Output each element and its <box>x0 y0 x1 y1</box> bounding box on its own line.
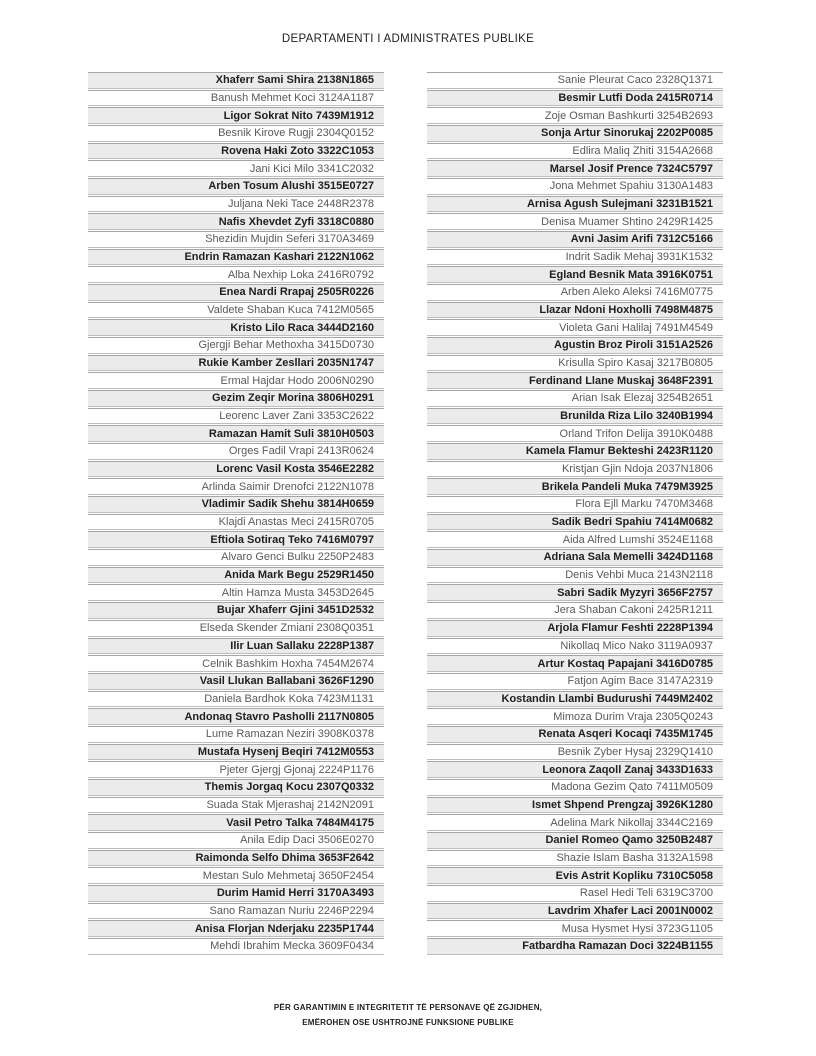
table-row <box>88 337 384 354</box>
row-text: Celnik Bashkim Hoxha 7454M2674 <box>202 657 374 670</box>
row-text: Jona Mehmet Spahiu 3130A1483 <box>549 180 713 193</box>
row-text: Arben Aleko Aleksi 7416M0775 <box>560 286 713 299</box>
table-row <box>427 319 723 336</box>
row-text: Pjeter Gjergj Gjonaj 2224P1176 <box>219 763 374 776</box>
row-text: Banush Mehmet Koci 3124A1187 <box>210 92 374 104</box>
table-row <box>88 196 384 213</box>
table-row <box>427 638 723 655</box>
row-text: Klajdi Anastas Meci 2415R0705 <box>218 516 374 529</box>
table-row <box>88 708 384 725</box>
footer <box>0 1000 816 1030</box>
row-text: Enea Nardi Rrapaj 2505R0226 <box>219 286 374 299</box>
table-row <box>88 549 384 566</box>
row-text: Arnisa Agush Sulejmani 3231B1521 <box>526 198 713 211</box>
table-row <box>88 90 384 107</box>
table-row <box>88 867 384 884</box>
row-text: Anila Edip Daci 3506E0270 <box>240 834 374 847</box>
row-text: Rukie Kamber Zesllari 2035N1747 <box>198 357 374 370</box>
row-text: Aida Alfred Lumshi 3524E1168 <box>562 533 713 546</box>
row-text: Sabri Sadik Myzyri 3656F2757 <box>557 586 713 599</box>
row-text: Evis Astrit Kopliku 7310C5058 <box>555 869 713 882</box>
row-text: Durim Hamid Herri 3170A3493 <box>216 887 374 900</box>
row-text: Indrit Sadik Mehaj 3931K1532 <box>565 251 713 264</box>
table-row <box>427 496 723 513</box>
table-row <box>427 920 723 937</box>
row-text: Alvaro Genci Bulku 2250P2483 <box>221 551 374 564</box>
table-row <box>427 797 723 814</box>
table-row <box>427 531 723 548</box>
table-row <box>427 938 723 955</box>
table-row <box>427 425 723 442</box>
row-text: Nikollaq Mico Nako 3119A0937 <box>560 639 713 652</box>
table-row <box>427 249 723 266</box>
row-text: Ismet Shpend Prengzaj 3926K1280 <box>532 798 713 811</box>
table-row <box>88 425 384 442</box>
row-text: Sanie Pleurat Caco 2328Q1371 <box>557 74 713 87</box>
table-row <box>88 302 384 319</box>
row-text: Denisa Muamer Shtino 2429R1425 <box>541 215 713 228</box>
table-row <box>427 761 723 778</box>
row-text: Shazie Islam Basha 3132A1598 <box>556 851 713 864</box>
table-row <box>427 372 723 389</box>
table-row <box>88 249 384 266</box>
table-row <box>88 638 384 655</box>
row-text: Lume Ramazan Neziri 3908K0378 <box>205 728 374 741</box>
row-text: Orges Fadil Vrapi 2413R0624 <box>228 445 374 458</box>
table-row <box>427 355 723 372</box>
table-row <box>427 584 723 601</box>
table-row <box>88 726 384 743</box>
table-row <box>427 708 723 725</box>
row-text: Besnik Kirove Rugji 2304Q0152 <box>218 127 374 140</box>
row-text: Fatjon Agim Bace 3147A2319 <box>567 675 713 688</box>
table-row <box>88 72 384 89</box>
table-row <box>427 213 723 230</box>
table-row <box>88 408 384 425</box>
table-row <box>427 567 723 584</box>
table-row <box>88 125 384 142</box>
footer-line-2: EMËROHEN OSE USHTROJNË FUNKSIONE PUBLIKE <box>302 1018 514 1027</box>
row-text: Musa Hysmet Hysi 3723G1105 <box>561 922 713 935</box>
table-row <box>427 885 723 902</box>
row-text: Gjergji Behar Methoxha 3415D0730 <box>198 339 374 352</box>
table-row <box>88 744 384 761</box>
row-text: Leorenc Laver Zani 3353C2622 <box>219 410 374 423</box>
row-text: Adriana Sala Memelli 3424D1168 <box>543 551 713 564</box>
row-text: Kristjan Gjin Ndoja 2037N1806 <box>561 463 713 476</box>
table-row <box>88 531 384 548</box>
row-text: Jera Shaban Cakoni 2425R1211 <box>554 604 713 617</box>
row-text: Marsel Josif Prence 7324C5797 <box>549 162 713 175</box>
table-row <box>427 691 723 708</box>
table-row <box>88 231 384 248</box>
table-row <box>88 920 384 937</box>
row-text: Madona Gezim Qato 7411M0509 <box>551 781 713 794</box>
row-text: Kamela Flamur Bekteshi 2423R1120 <box>525 445 713 458</box>
row-text: Rasel Hedi Teli 6319C3700 <box>579 887 713 900</box>
table-row <box>88 779 384 796</box>
row-text: Mestan Sulo Mehmetaj 3650F2454 <box>202 869 374 882</box>
row-text: Avni Jasim Arifi 7312C5166 <box>570 233 713 246</box>
row-text: Sonja Artur Sinorukaj 2202P0085 <box>541 127 713 140</box>
row-text: Edlira Maliq Zhiti 3154A2668 <box>572 145 713 158</box>
row-text: Themis Jorgaq Kocu 2307Q0332 <box>204 781 374 794</box>
table-row <box>427 832 723 849</box>
table-row <box>88 673 384 690</box>
table-row <box>427 903 723 920</box>
table-row <box>427 178 723 195</box>
table-row <box>427 302 723 319</box>
row-text: Ermal Hajdar Hodo 2006N0290 <box>220 374 374 387</box>
row-text: Suada Stak Mjerashaj 2142N2091 <box>206 798 374 811</box>
row-text: Krisulla Spiro Kasaj 3217B0805 <box>558 357 713 370</box>
row-text: Anida Mark Begu 2529R1450 <box>224 569 374 582</box>
table-row <box>427 549 723 566</box>
table-row <box>88 143 384 160</box>
row-text: Vasil Llukan Ballabani 3626F1290 <box>199 675 374 688</box>
row-text: Sano Ramazan Nuriu 2246P2294 <box>209 904 374 917</box>
row-text: Altin Hamza Musta 3453D2645 <box>221 586 374 599</box>
table-row <box>88 885 384 902</box>
table-row <box>427 602 723 619</box>
row-text: Arben Tosum Alushi 3515E0727 <box>208 180 374 193</box>
row-text: Rovena Haki Zoto 3322C1053 <box>221 145 374 158</box>
row-text: Llazar Ndoni Hoxholli 7498M4875 <box>539 304 713 317</box>
row-text: Mimoza Durim Vraja 2305Q0243 <box>553 710 713 723</box>
row-text: Mustafa Hysenj Beqiri 7412M0553 <box>197 745 374 758</box>
table-row <box>427 160 723 177</box>
table-row <box>427 390 723 407</box>
table-row <box>427 143 723 160</box>
row-text: Jani Kici Milo 3341C2032 <box>249 162 374 175</box>
table-row <box>427 461 723 478</box>
table-row <box>88 850 384 867</box>
row-text: Ilir Luan Sallaku 2228P1387 <box>230 639 374 652</box>
row-text: Adelina Mark Nikollaj 3344C2169 <box>550 816 713 829</box>
row-text: Artur Kostaq Papajani 3416D0785 <box>537 657 713 670</box>
row-text: Arjola Flamur Feshti 2228P1394 <box>547 622 713 635</box>
row-text: Mehdi Ibrahim Mecka 3609F0434 <box>210 940 374 953</box>
row-text: Besnik Zyber Hysaj 2329Q1410 <box>557 745 713 758</box>
table-row <box>88 797 384 814</box>
row-text: Denis Vehbi Muca 2143N2118 <box>565 569 713 582</box>
row-text: Kristo Lilo Raca 3444D2160 <box>230 321 374 334</box>
row-text: Egland Besnik Mata 3916K0751 <box>549 268 713 281</box>
table-row <box>88 390 384 407</box>
table-row <box>88 284 384 301</box>
row-text: Fatbardha Ramazan Doci 3224B1155 <box>522 940 713 953</box>
table-row <box>88 938 384 955</box>
row-text: Lorenc Vasil Kosta 3546E2282 <box>216 463 374 476</box>
table-row <box>88 567 384 584</box>
row-text: Agustin Broz Piroli 3151A2526 <box>554 339 713 352</box>
row-text: Arlinda Saimir Drenofci 2122N1078 <box>201 480 374 493</box>
table-row <box>427 655 723 672</box>
table-row <box>427 779 723 796</box>
table-row <box>88 832 384 849</box>
row-text: Shezidin Mujdin Seferi 3170A3469 <box>205 233 374 246</box>
table-row <box>427 443 723 460</box>
table-row <box>427 726 723 743</box>
row-text: Zoje Osman Bashkurti 3254B2693 <box>544 109 713 122</box>
table-row <box>427 620 723 637</box>
table-row <box>427 850 723 867</box>
row-text: Anisa Florjan Nderjaku 2235P1744 <box>194 922 374 935</box>
table-row <box>88 602 384 619</box>
table-row <box>88 620 384 637</box>
table-row <box>88 178 384 195</box>
row-text: Eftiola Sotiraq Teko 7416M0797 <box>210 533 374 546</box>
footer-line-1: PËR GARANTIMIN E INTEGRITETIT TË PERSONAVE QË ZGJIDHEN, <box>273 1003 543 1012</box>
table-row <box>88 584 384 601</box>
row-text: Violeta Gani Halilaj 7491M4549 <box>559 321 713 334</box>
table-row <box>427 514 723 531</box>
table-row <box>88 903 384 920</box>
row-text: Daniela Bardhok Koka 7423M1131 <box>204 692 374 705</box>
row-text: Ramazan Hamit Suli 3810H0503 <box>208 427 374 440</box>
table-row <box>427 107 723 124</box>
table-row <box>88 372 384 389</box>
row-text: Vladimir Sadik Shehu 3814H0659 <box>201 498 374 511</box>
table-row <box>427 125 723 142</box>
roster-left-column <box>88 72 384 956</box>
table-row <box>88 496 384 513</box>
table-row <box>427 266 723 283</box>
table-row <box>427 478 723 495</box>
table-row <box>427 90 723 107</box>
table-row <box>88 319 384 336</box>
row-text: Xhaferr Sami Shira 2138N1865 <box>215 74 374 87</box>
row-text: Valdete Shaban Kuca 7412M0565 <box>207 304 374 317</box>
row-text: Renata Asqeri Kocaqi 7435M1745 <box>538 728 713 741</box>
table-row <box>88 213 384 230</box>
table-row <box>88 443 384 460</box>
row-text: Elseda Skender Zmiani 2308Q0351 <box>199 622 374 635</box>
row-text: Bujar Xhaferr Gjini 3451D2532 <box>216 604 374 617</box>
table-row <box>88 655 384 672</box>
table-row <box>88 355 384 372</box>
table-row <box>427 196 723 213</box>
row-text: Lavdrim Xhafer Laci 2001N0002 <box>547 904 713 917</box>
table-row <box>427 72 723 89</box>
table-row <box>88 761 384 778</box>
row-text: Ferdinand Llane Muskaj 3648F2391 <box>528 374 713 387</box>
row-text: Andonaq Stavro Pasholli 2117N0805 <box>184 710 374 723</box>
row-text: Sadik Bedri Spahiu 7414M0682 <box>551 516 713 529</box>
row-text: Orland Trifon Delija 3910K0488 <box>559 427 713 440</box>
row-text: Arian Isak Elezaj 3254B2651 <box>571 392 713 405</box>
table-row <box>427 408 723 425</box>
row-text: Besmir Lutfi Doda 2415R0714 <box>558 92 713 104</box>
table-row <box>88 266 384 283</box>
table-row <box>88 461 384 478</box>
table-row <box>427 231 723 248</box>
table-row <box>88 514 384 531</box>
row-text: Flora Ejll Marku 7470M3468 <box>575 498 713 511</box>
table-row <box>427 673 723 690</box>
table-row <box>427 867 723 884</box>
row-text: Brunilda Riza Lilo 3240B1994 <box>560 410 713 423</box>
table-row <box>88 160 384 177</box>
roster-right-column <box>427 72 723 956</box>
table-row <box>427 284 723 301</box>
row-text: Endrin Ramazan Kashari 2122N1062 <box>184 251 374 264</box>
row-text: Brikela Pandeli Muka 7479M3925 <box>541 480 713 493</box>
table-row <box>88 814 384 831</box>
row-text: Kostandin Llambi Budurushi 7449M2402 <box>501 692 713 705</box>
table-row <box>427 337 723 354</box>
row-text: Ligor Sokrat Nito 7439M1912 <box>223 109 374 122</box>
table-row <box>88 691 384 708</box>
row-text: Gezim Zeqir Morina 3806H0291 <box>211 392 374 405</box>
table-row <box>427 744 723 761</box>
row-text: Nafis Xhevdet Zyfi 3318C0880 <box>218 215 374 228</box>
table-row <box>88 107 384 124</box>
row-text: Daniel Romeo Qamo 3250B2487 <box>545 834 713 847</box>
row-text: Vasil Petro Talka 7484M4175 <box>226 816 374 829</box>
table-row <box>427 814 723 831</box>
row-text: Raimonda Selfo Dhima 3653F2642 <box>195 851 374 864</box>
row-text: Leonora Zaqoll Zanaj 3433D1633 <box>542 763 713 776</box>
table-row <box>88 478 384 495</box>
row-text: Alba Nexhip Loka 2416R0792 <box>227 268 374 281</box>
page-title: DEPARTAMENTI I ADMINISTRATES PUBLIKE <box>281 33 535 45</box>
row-text: Juljana Neki Tace 2448R2378 <box>228 198 374 211</box>
